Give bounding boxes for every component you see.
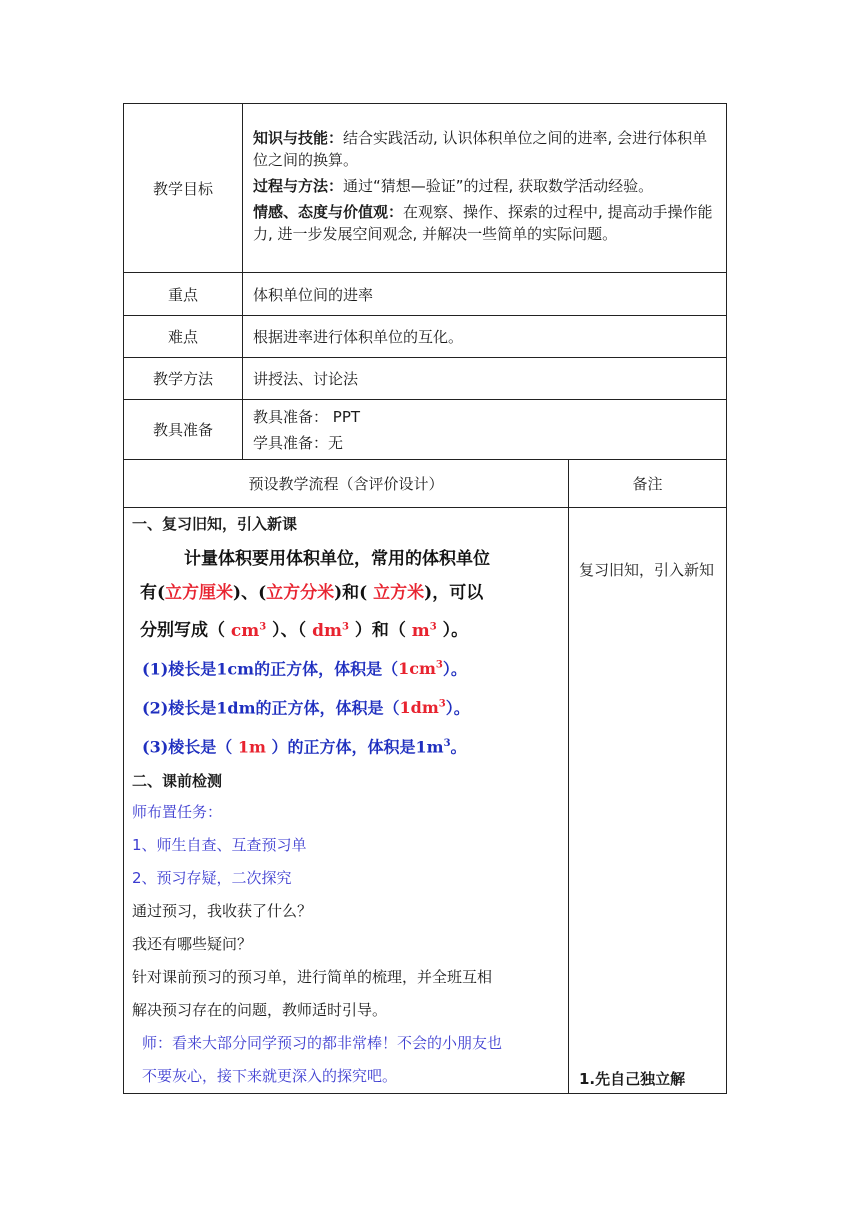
task-item-1: 1、师生自查、互查预习单 [132,835,307,854]
summary-text: )、( [233,583,267,603]
lesson-plan-table [123,103,727,1094]
notes-header: 备注 [569,460,727,508]
instruction-line-2: 解决预习存在的问题，教师适时引导。 [132,1000,388,1019]
summary-line-2 [132,576,560,610]
unit-m: m [411,620,430,641]
method-label: 教学方法 [124,358,243,400]
summary-line-1: 计量体积要用体积单位，常用的体积单位 [184,549,490,569]
question-text: (2)棱长是1dm的正方体，体积是（ [142,698,400,718]
teacher-remark-1: 师：看来大部分同学预习的都非常棒！不会的小朋友也 [142,1033,503,1052]
question-text: (1)棱长是1cm的正方体，体积是（ [142,658,399,678]
reflection-question-2: 我还有哪些疑问？ [132,934,253,953]
question-1-answer [398,659,443,678]
tools-row [124,400,727,460]
question-text: ）的正方体，体积是1m [265,737,444,757]
summary-text: 分别写成（ [140,620,231,641]
summary-text: 有( [140,583,166,603]
key-label: 重点 [124,273,243,316]
goal-process [253,175,718,197]
question-1 [132,648,560,687]
goals-row [124,104,727,273]
exponent: 3 [438,698,446,710]
summary-text: ）。 [436,620,469,641]
exponent: 3 [435,659,443,671]
question-text: (3)棱长是（ [142,737,238,757]
answer-cubic-m: 立方米 [367,583,425,603]
flow-header-row [124,460,727,508]
question-2 [132,687,560,726]
tools-value [243,400,727,460]
tools-label: 教具准备 [124,400,243,460]
note-step-1: 1.先自己独立解 [579,1070,686,1088]
section-1-title: 一、复习旧知，引入新课 [132,515,298,533]
summary-text: ）和（ [348,620,412,641]
method-value: 讲授法、讨论法 [243,358,727,400]
difficulty-row [124,316,727,358]
summary-text: )，可以 [424,583,484,603]
flow-header: 预设教学流程（含评价设计） [124,460,569,508]
answer-text: 1dm [399,698,439,718]
goal-emotion-title: 情感、态度与价值观： [253,203,404,221]
section-2-title: 二、课前检测 [132,771,223,790]
goal-knowledge [253,127,718,171]
notes-cell [569,508,727,1094]
question-text: ）。 [442,658,467,678]
question-3-answer: 1m [237,737,266,757]
goal-process-text: 通过“猜想—验证”的过程, 获取数学活动经验。 [343,177,654,195]
question-text: 。 [450,737,467,757]
instruction-line-1: 针对课前预习的预习单，进行简单的梳理，并全班互相 [132,967,493,986]
goal-knowledge-text: 结合实践活动, 认识体积单位之间的进率, 会进行体积单位之间的换算。 [253,129,708,169]
question-text: ）。 [445,698,470,718]
goal-emotion [253,201,718,245]
note-review: 复习旧知，引入新知 [579,561,715,579]
summary-text: ）、（ [266,620,313,641]
goal-knowledge-title: 知识与技能： [253,129,344,147]
exponent: 3 [341,621,349,632]
goal-process-title: 过程与方法： [253,177,344,195]
key-row [124,273,727,316]
flow-row [124,508,727,1094]
question-2-answer [400,698,446,717]
summary-text: )和( [334,583,368,603]
goals-label: 教学目标 [124,104,243,273]
question-3 [132,726,560,765]
answer-cubic-dm: 立方分米 [266,583,335,603]
difficulty-label: 难点 [124,316,243,358]
key-value: 体积单位间的进率 [243,273,727,316]
task-item-2: 2、预习存疑，二次探究 [132,868,292,887]
task-line: 师布置任务： [132,802,223,821]
answer-cm3 [231,621,266,641]
teacher-tools: 教具准备： PPT [253,407,361,426]
answer-m3 [412,621,437,641]
student-tools: 学具准备：无 [253,433,344,452]
flow-content [124,508,569,1094]
unit-dm: dm [312,620,342,641]
goals-content [243,104,727,273]
answer-dm3 [312,621,349,641]
answer-cubic-cm: 立方厘米 [165,583,234,603]
difficulty-value: 根据进率进行体积单位的互化。 [243,316,727,358]
unit-cm: cm [230,620,260,641]
answer-text: 1cm [398,658,436,678]
teacher-remark-2: 不要灰心，接下来就更深入的探究吧。 [142,1066,398,1085]
summary-line-3 [132,610,560,648]
method-row [124,358,727,400]
exponent: 3 [429,621,437,632]
exponent: 3 [259,621,267,632]
exponent: 3 [443,738,451,750]
reflection-question-1: 通过预习，我收获了什么？ [132,901,313,920]
goal-emotion-text: 在观察、操作、探索的过程中, 提高动手操作能力, 进一步发展空间观念, 并解决一些简单的实际问题。 [253,203,713,243]
